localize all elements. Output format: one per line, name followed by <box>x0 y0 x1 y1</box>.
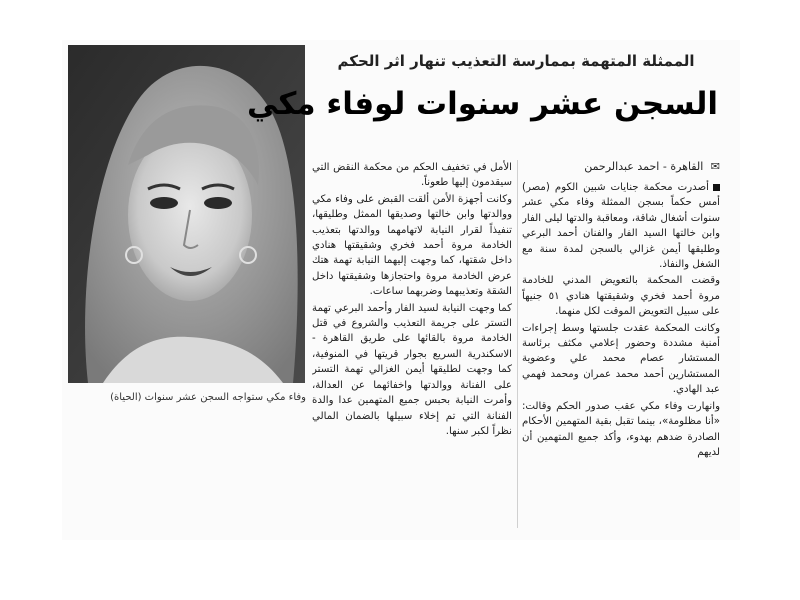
paragraph: وقضت المحكمة بالتعويض المدني للخادمة مروة أحمد فخري وشقيقتها هنادي ٥١ جنيهاً على سبيل التعويض الموقت لكل منهما. <box>522 275 720 318</box>
article-subheadline: الممثلة المتهمة بممارسة التعذيب تنهار اثر الحكم <box>337 52 695 70</box>
article-headline: السجن عشر سنوات لوفاء مكي <box>246 86 718 122</box>
article-column-left <box>312 160 512 532</box>
article-byline <box>528 160 720 173</box>
paragraph: أصدرت محكمة جنايات شبين الكوم (مصر) أمس حكماً بسجن الممثلة وفاء مكي عشر سنوات أشغال شاقة، ومعاقبة والدتها ليلى الفار وابن خالتها السيد الفار والفنان أحمد البرعي وطليقها أيمن غزالي بالسجن لمدة سنة مع الشغل والنفاذ. <box>522 182 720 271</box>
paragraph: وكانت المحكمة عقدت جلستها وسط إجراءات أمنية مشددة وحضور إعلامي مكثف برئاسة المستشار عصام محمد علي وعضوية المستشارين أحمد محمد عمران ومحمد فهمي عبد الهادي. <box>522 322 720 396</box>
paragraph: الأمل في تخفيف الحكم من محكمة النقض التي سيقدمون إليها طعوناً. <box>312 162 512 189</box>
paragraph: وكانت أجهزة الأمن ألقت القبض على وفاء مكي ووالدتها وابن خالتها وصديقها الممثل وطليقها، تنفيذاً لقرار النيابة لاتهامهما ووالدتها بتعذيب الخادمة مروة أحمد فخري وشقيقتها هنادي داخل شقتها، كما وجهت إليهما النيابة تهمة هتك عرض الخادمة مروة واحتجازها وشقيقتها داخل الشقة وتعذيبهما وضربهما ساعات. <box>312 193 512 298</box>
mail-icon: ✉ <box>710 160 720 173</box>
photo-caption: وفاء مكي ستواجه السجن عشر سنوات (الحياة) <box>110 392 306 403</box>
byline-text: القاهرة - احمد عبدالرحمن <box>584 160 704 173</box>
bullet-icon <box>713 184 720 191</box>
paragraph: وانهارت وفاء مكي عقب صدور الحكم وقالت: «أنا مظلومة»، بينما تقبل بقية المتهمين الأحكام الصادرة ضدهم بهدوء، وأكد جميع المتهمين أن لديهم <box>522 400 720 458</box>
column-divider <box>517 160 518 528</box>
article-column-right <box>522 180 720 530</box>
paragraph: كما وجهت النيابة لسيد الفار وأحمد البرعي تهمة التستر على جريمة التعذيب والشروع في قتل الخادمة مروة بالقائها على طريق القاهرة - الاسكندرية السريع بجوار قريتها في المنوفية، كما وجهت لطليقها أيمن الغزالي تهمة التستر على الفنانة ووالدتها واخفائهما عن العدالة، وأمرت النيابة بحبس جميع المتهمين عدا والدة الفنانة التي تم إخلاء سبيلها بالضمان المالي نظراً لكبر سنها. <box>312 302 512 437</box>
